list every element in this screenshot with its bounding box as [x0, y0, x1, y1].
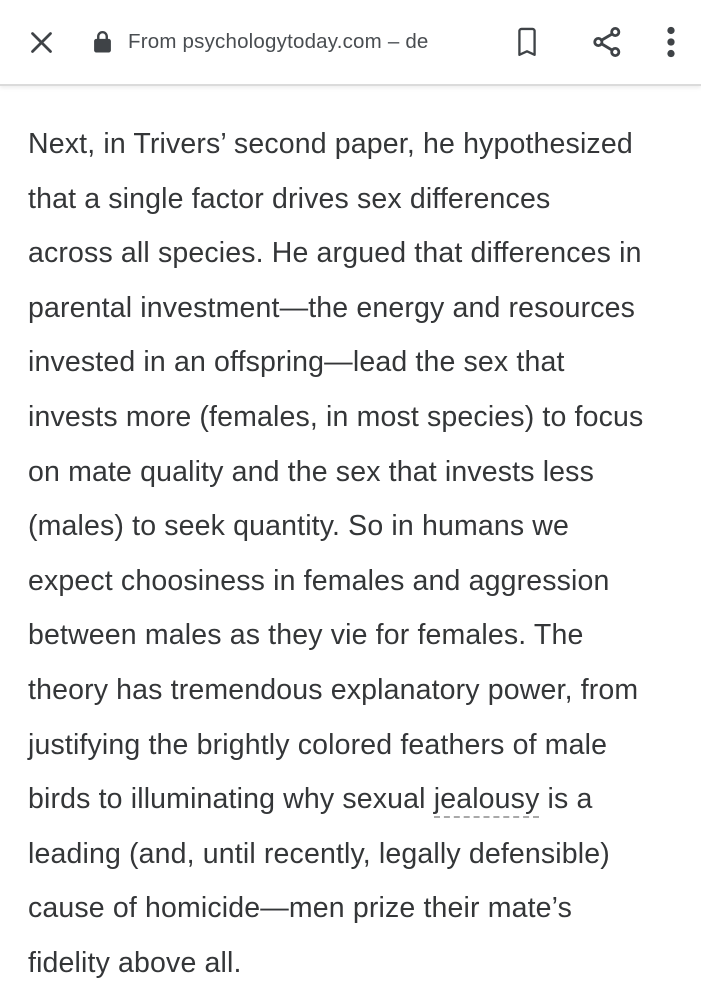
article-line — [28, 827, 687, 882]
article-line — [28, 445, 687, 500]
text-segment: fidelity above all. — [28, 946, 242, 979]
text-segment: Next, in Trivers’ second paper, he hypothesized — [28, 128, 633, 160]
share-button[interactable] — [585, 14, 629, 70]
article-text — [0, 86, 701, 991]
bookmark-button[interactable] — [505, 14, 549, 70]
text-segment: is a — [539, 783, 593, 816]
text-segment: on mate quality and the sex that invests less — [28, 455, 594, 488]
overflow-menu-button[interactable] — [649, 14, 693, 70]
custom-tab-header — [0, 0, 701, 86]
share-icon — [591, 25, 623, 59]
article-line — [28, 499, 687, 554]
bookmark-icon — [513, 25, 541, 59]
text-segment: leading (and, until recently, legally defensible) — [28, 837, 610, 870]
text-segment: invested in an offspring—lead the sex that — [28, 346, 565, 379]
text-segment: parental investment—the energy and resources — [28, 291, 636, 324]
article-line — [28, 390, 687, 445]
close-button[interactable] — [16, 14, 66, 70]
text-segment: invests more (females, in most species) to focus — [28, 400, 644, 433]
article-line — [28, 226, 687, 281]
lock-icon — [92, 29, 113, 55]
text-segment: that a single factor drives sex differences — [28, 182, 551, 215]
article-line — [28, 663, 687, 718]
article-content — [0, 86, 701, 999]
text-segment: cause of homicide—men prize their mate’s — [28, 892, 573, 925]
text-segment: (males) to seek quantity. So in humans we — [28, 510, 570, 543]
article-line — [28, 281, 687, 336]
text-segment: theory has tremendous explanatory power, from — [28, 673, 639, 706]
close-icon — [28, 29, 55, 56]
article-line — [28, 718, 687, 773]
article-line — [28, 172, 687, 227]
text-segment: expect choosiness in females and aggression — [28, 564, 610, 597]
article-line — [28, 772, 687, 827]
article-line — [28, 881, 687, 936]
article-line — [28, 608, 687, 663]
article-line — [28, 117, 687, 172]
jealousy-link[interactable]: jealousy — [434, 783, 540, 818]
text-segment: between males as they vie for females. The — [28, 619, 584, 652]
overflow-menu-icon — [666, 25, 676, 59]
article-line — [28, 335, 687, 390]
article-line — [28, 936, 687, 991]
text-segment: justifying the brightly colored feathers of male — [28, 728, 608, 761]
text-segment: birds to illuminating why sexual — [28, 783, 434, 816]
page-title-group — [92, 29, 505, 55]
article-line — [28, 554, 687, 609]
text-segment: across all species. He argued that differences in — [28, 237, 642, 270]
tab-title: From psychologytoday.com – de — [128, 30, 429, 53]
